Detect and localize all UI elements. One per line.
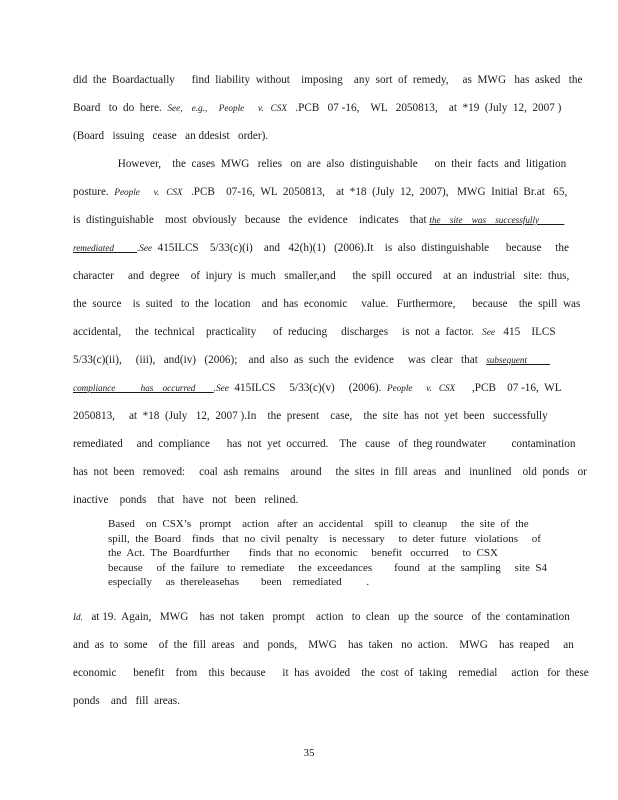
text-segment: Board to do here. xyxy=(73,102,168,114)
text-line xyxy=(73,185,567,199)
text-line xyxy=(73,666,589,680)
text-line xyxy=(73,269,569,283)
citation: compliance has occurred xyxy=(73,383,214,393)
citation: Id. xyxy=(73,612,83,622)
quote-line: Based on CSX’s prompt action after an accidental spill to cleanup the site of the xyxy=(108,518,529,530)
text-segment: and as to some of the fill areas and ponds, MWG has taken no action. MWG has reaped an xyxy=(73,639,574,651)
text-segment: remediated and compliance has not yet occurred. The cause of theg roundwater contamination xyxy=(73,438,576,450)
text-segment: 5/33(c)(ii), (iii), and(iv) (2006); and also as such the evidence was clear that xyxy=(73,354,487,366)
text-segment: ,PCB 07 -16, WL xyxy=(455,382,562,394)
quote-line: the Act. The Boardfurther finds that no economic benefit occurred to CSX xyxy=(108,547,498,560)
text-segment: has not been removed: coal ash remains around the sites in fill areas and inunlined old ponds or xyxy=(73,466,587,478)
text-segment: .PCB 07-16, WL 2050813, at *18 (July 12, 2007), MWG Initial Br.at 65, xyxy=(182,186,568,198)
text-line xyxy=(73,325,556,339)
text-segment: ponds and fill areas. xyxy=(73,695,180,707)
text-segment: inactive ponds that have not been relined. xyxy=(73,494,299,506)
citation: See xyxy=(482,327,495,337)
text-segment: posture. xyxy=(73,186,115,198)
text-segment: 2050813, at *18 (July 12, 2007 ).In the present case, the site has not yet been successfully xyxy=(73,410,548,422)
text-line xyxy=(73,157,566,171)
citation: People v. CSX xyxy=(114,187,183,197)
citation: People v. CSX xyxy=(386,383,456,393)
text-line xyxy=(73,73,582,87)
text-line xyxy=(73,129,268,143)
text-segment: (Board issuing cease an ddesist order). xyxy=(73,130,269,142)
text-line xyxy=(73,465,587,479)
citation: .See xyxy=(136,243,153,253)
text-line xyxy=(73,638,574,652)
citation: .See xyxy=(213,383,229,393)
text-line xyxy=(73,437,575,451)
text-segment: is distinguishable most obviously because the evidence indicates that xyxy=(73,214,430,226)
text-line xyxy=(73,213,564,227)
text-segment: accidental, the technical practicality of reducing discharges is not a factor. xyxy=(73,326,483,338)
citation: See, e.g., People v. CSX xyxy=(167,103,287,113)
text-segment: at 19. Again, MWG has not taken prompt action to clean up the source of the contamination xyxy=(82,611,570,623)
text-segment: 415 ILCS xyxy=(495,326,556,338)
text-segment: .PCB 07 -16, WL 2050813, at *19 (July 12, 2007 ) xyxy=(286,102,562,114)
citation: remediated xyxy=(73,243,137,253)
text-line xyxy=(73,409,548,423)
text-line xyxy=(73,381,562,395)
quote-line: spill, the Board finds that no civil penalty is necessary to deter future violations of xyxy=(108,532,541,545)
text-line xyxy=(73,101,561,115)
citation: subsequent xyxy=(486,355,550,365)
text-segment: did the Boardactually find liability without imposing any sort of remedy, as MWG has asked the xyxy=(73,74,583,86)
text-segment: the source is suited to the location and has economic value. Furthermore, because the spill was xyxy=(73,298,581,310)
citation: the site was successfully xyxy=(429,215,565,225)
quote-line: because of the failure to remediate the exceedances found at the sampling site S4 xyxy=(108,561,547,574)
text-line xyxy=(73,297,580,311)
text-line xyxy=(73,241,569,255)
text-segment: character and degree of injury is much smaller,and the spill occured at an industrial site: thus, xyxy=(73,270,570,282)
text-segment: 415ILCS 5/33(c)(v) (2006). xyxy=(228,382,387,394)
text-line xyxy=(73,493,298,507)
quote-line: especially as thereleasehas been remediated . xyxy=(108,576,370,589)
page-number: 35 xyxy=(303,747,315,759)
text-line xyxy=(73,353,550,367)
text-segment: However, the cases MWG relies on are also distinguishable on their facts and litigation xyxy=(73,158,567,170)
text-segment: 415ILCS 5/33(c)(i) and 42(h)(1) (2006).It is also distinguishable because the xyxy=(152,242,569,254)
text-line xyxy=(73,610,570,624)
text-segment: economic benefit from this because it has avoided the cost of taking remedial action for these xyxy=(73,667,589,679)
text-line xyxy=(73,694,180,708)
